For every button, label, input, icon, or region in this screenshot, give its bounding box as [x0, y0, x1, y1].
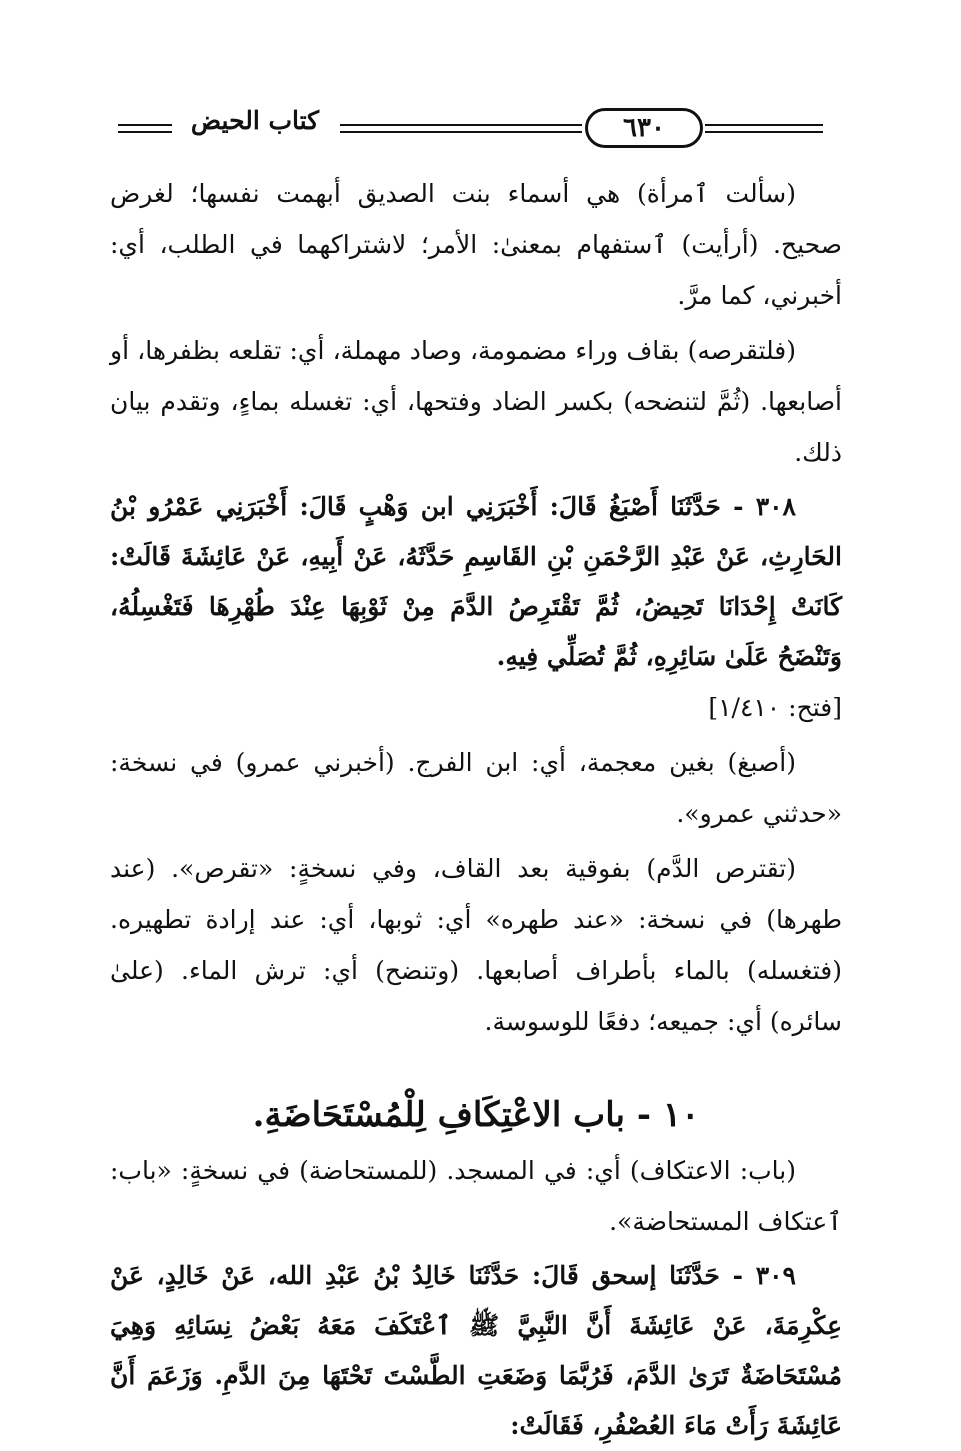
commentary-paragraph: (باب: الاعتكاف) أي: في المسجد. (للمستحاضة) في نسخةٍ: «باب: ٱعتكاف المستحاضة».	[110, 1156, 842, 1236]
commentary-paragraph: (سألت ٱمرأة) هي أسماء بنت الصديق أبهمت نفسها؛ لغرض صحيح. (أرأيت) ٱستفهام بمعنىٰ: الأمر؛ لاشتراكهما في الطلب، أي: أخبرني، كما مرَّ.	[110, 179, 842, 310]
hadith-308: ٣٠٨ - حَدَّثَنَا أَصْبَغُ قَالَ: أَخْبَرَنِي ابن وَهْبٍ قَالَ: أَخْبَرَنِي عَمْرُو بْنُ الحَارِثِ، عَنْ عَبْدِ الرَّحْمَنِ بْنِ القَاسِمِ حَدَّثَهُ، عَنْ أَبِيهِ، عَنْ عَائِشَةَ قَالَتْ: كَانَتْ إِحْدَانَا تَحِيضُ، ثُمَّ تَقْتَرِصُ الدَّمَ مِنْ ثَوْبِهَا عِنْدَ طُهْرِهَا فَتَغْسِلُهُ، وَتَنْضَحُ عَلَىٰ سَائِرِهِ، ثُمَّ تُصَلِّي فِيهِ.	[110, 492, 842, 671]
commentary-paragraph: (فلتقرصه) بقاف وراء مضمومة، وصاد مهملة، أي: تقلعه بظفرها، أو أصابعها. (ثُمَّ لتنضحه) بكسر الضاد وفتحها، أي: تغسله بماءٍ، وتقدم بيان ذلك.	[110, 336, 842, 467]
page-body	[110, 168, 842, 1451]
chapter-title: كتاب الحيض	[190, 106, 320, 135]
commentary-paragraph: (أصبغ) بغين معجمة، أي: ابن الفرج. (أخبرني عمرو) في نسخة: «حدثني عمرو».	[110, 748, 842, 828]
commentary-paragraph: (تقترص الدَّم) بفوقية بعد القاف، وفي نسخةٍ: «تقرص». (عند طهرها) في نسخة: «عند طهره» أي: ثوبها، أي: عند إرادة تطهيره. (فتغسله) بالماء بأطراف أصابعها. (وتنضح) أي: ترش الماء. (علىٰ سائره) أي: جميعه؛ دفعًا للوسوسة.	[110, 854, 842, 1036]
hadith-reference: [فتح: ١/٤١٠]	[708, 693, 842, 722]
header-rule-left	[118, 124, 172, 133]
header-rule-right	[705, 124, 823, 133]
page-number: ٦٣٠	[585, 108, 703, 148]
hadith-309: ٣٠٩ - حَدَّثَنَا إسحق قَالَ: حَدَّثَنَا خَالِدُ بْنُ عَبْدِ الله، عَنْ خَالِدٍ، عَنْ عِكْرِمَةَ، عَنْ عَائِشَةَ أَنَّ النَّبِيَّ ﷺ ٱعْتَكَفَ مَعَهُ بَعْضُ نِسَائِهِ وَهِيَ مُسْتَحَاضَةٌ تَرَىٰ الدَّمَ، فَرُبَّمَا وَضَعَتِ الطَّسْتَ تَحْتَهَا مِنَ الدَّمِ. وَزَعَمَ أَنَّ عَائِشَةَ رَأَتْ مَاءَ العُصْفُرِ، فَقَالَتْ:	[110, 1261, 842, 1440]
header-rule-middle	[340, 124, 582, 133]
chapter-heading: ١٠ - باب الاعْتِكَافِ لِلْمُسْتَحَاضَةِ.	[252, 1095, 700, 1135]
